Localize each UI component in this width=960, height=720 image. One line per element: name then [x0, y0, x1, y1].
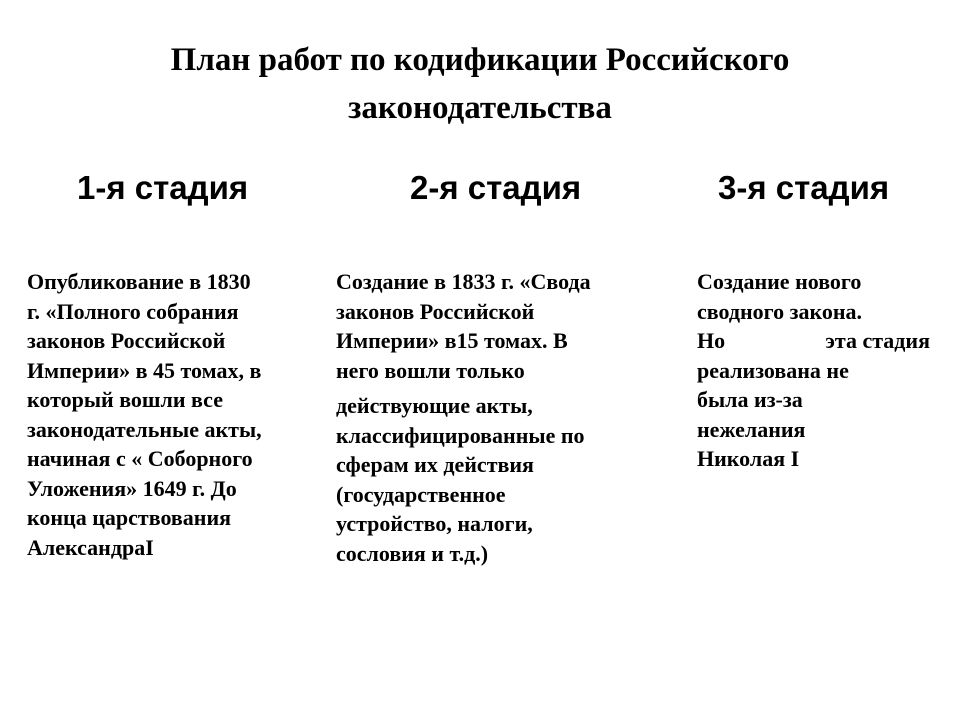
stage-3-line: нежелания [697, 416, 806, 442]
slide-title [80, 36, 880, 132]
stage-2-heading: 2-я стадия [410, 169, 582, 206]
slide-title-line-1: План работ по кодификации Российского [170, 42, 790, 78]
stage-2-line: классифицированные по [336, 422, 585, 448]
stage-1-line: Уложения» 1649 г. До [27, 475, 237, 501]
stage-1-line: конца царствования [27, 505, 232, 530]
stage-2-line: действующие акты, [336, 393, 533, 418]
stage-2-line: Империи» в15 томах. В [336, 328, 568, 353]
stage-3-line-split [697, 326, 930, 356]
stage-2-line: него вошли только [336, 357, 525, 383]
stage-2-line: Создание в 1833 г. «Свода [336, 269, 591, 294]
stage-3-line-part: эта стадия [825, 328, 930, 353]
stage-1-description [27, 267, 262, 562]
stage-3-line-part: Но [697, 328, 726, 353]
stage-2-line: устройство, налоги, [336, 511, 533, 536]
stage-1-line: Опубликование в 1830 [27, 269, 251, 294]
stage-3-description [697, 267, 930, 474]
stage-1-line: АлександраI [27, 534, 154, 560]
stage-3-line: Создание нового [697, 269, 862, 294]
slide-title-line-2: законодательства [348, 90, 612, 126]
stage-1-line: начиная с « Соборного [27, 446, 253, 471]
stage-1-line: законодательные акты, [27, 416, 262, 442]
stage-2-description [336, 267, 591, 568]
stage-3-line: реализована не [697, 357, 849, 383]
stage-1-line: который вошли все [27, 387, 223, 412]
stage-1-line: Империи» в 45 томах, в [27, 357, 262, 383]
stage-2-line: сословия и т.д.) [336, 540, 489, 566]
stage-3-heading: 3-я стадия [718, 169, 890, 206]
stage-3-line: сводного закона. [697, 298, 863, 324]
stage-3-line: Николая I [697, 446, 800, 471]
stage-2-line: законов Российской [336, 298, 535, 324]
stage-2-line: сферам их действия [336, 452, 534, 477]
stage-1-line: г. «Полного собрания [27, 298, 239, 324]
stage-3-line: была из-за [697, 387, 803, 412]
stage-1-line: законов Российской [27, 328, 226, 353]
stage-1-heading: 1-я стадия [77, 169, 249, 206]
stage-2-line: (государственное [336, 481, 506, 507]
